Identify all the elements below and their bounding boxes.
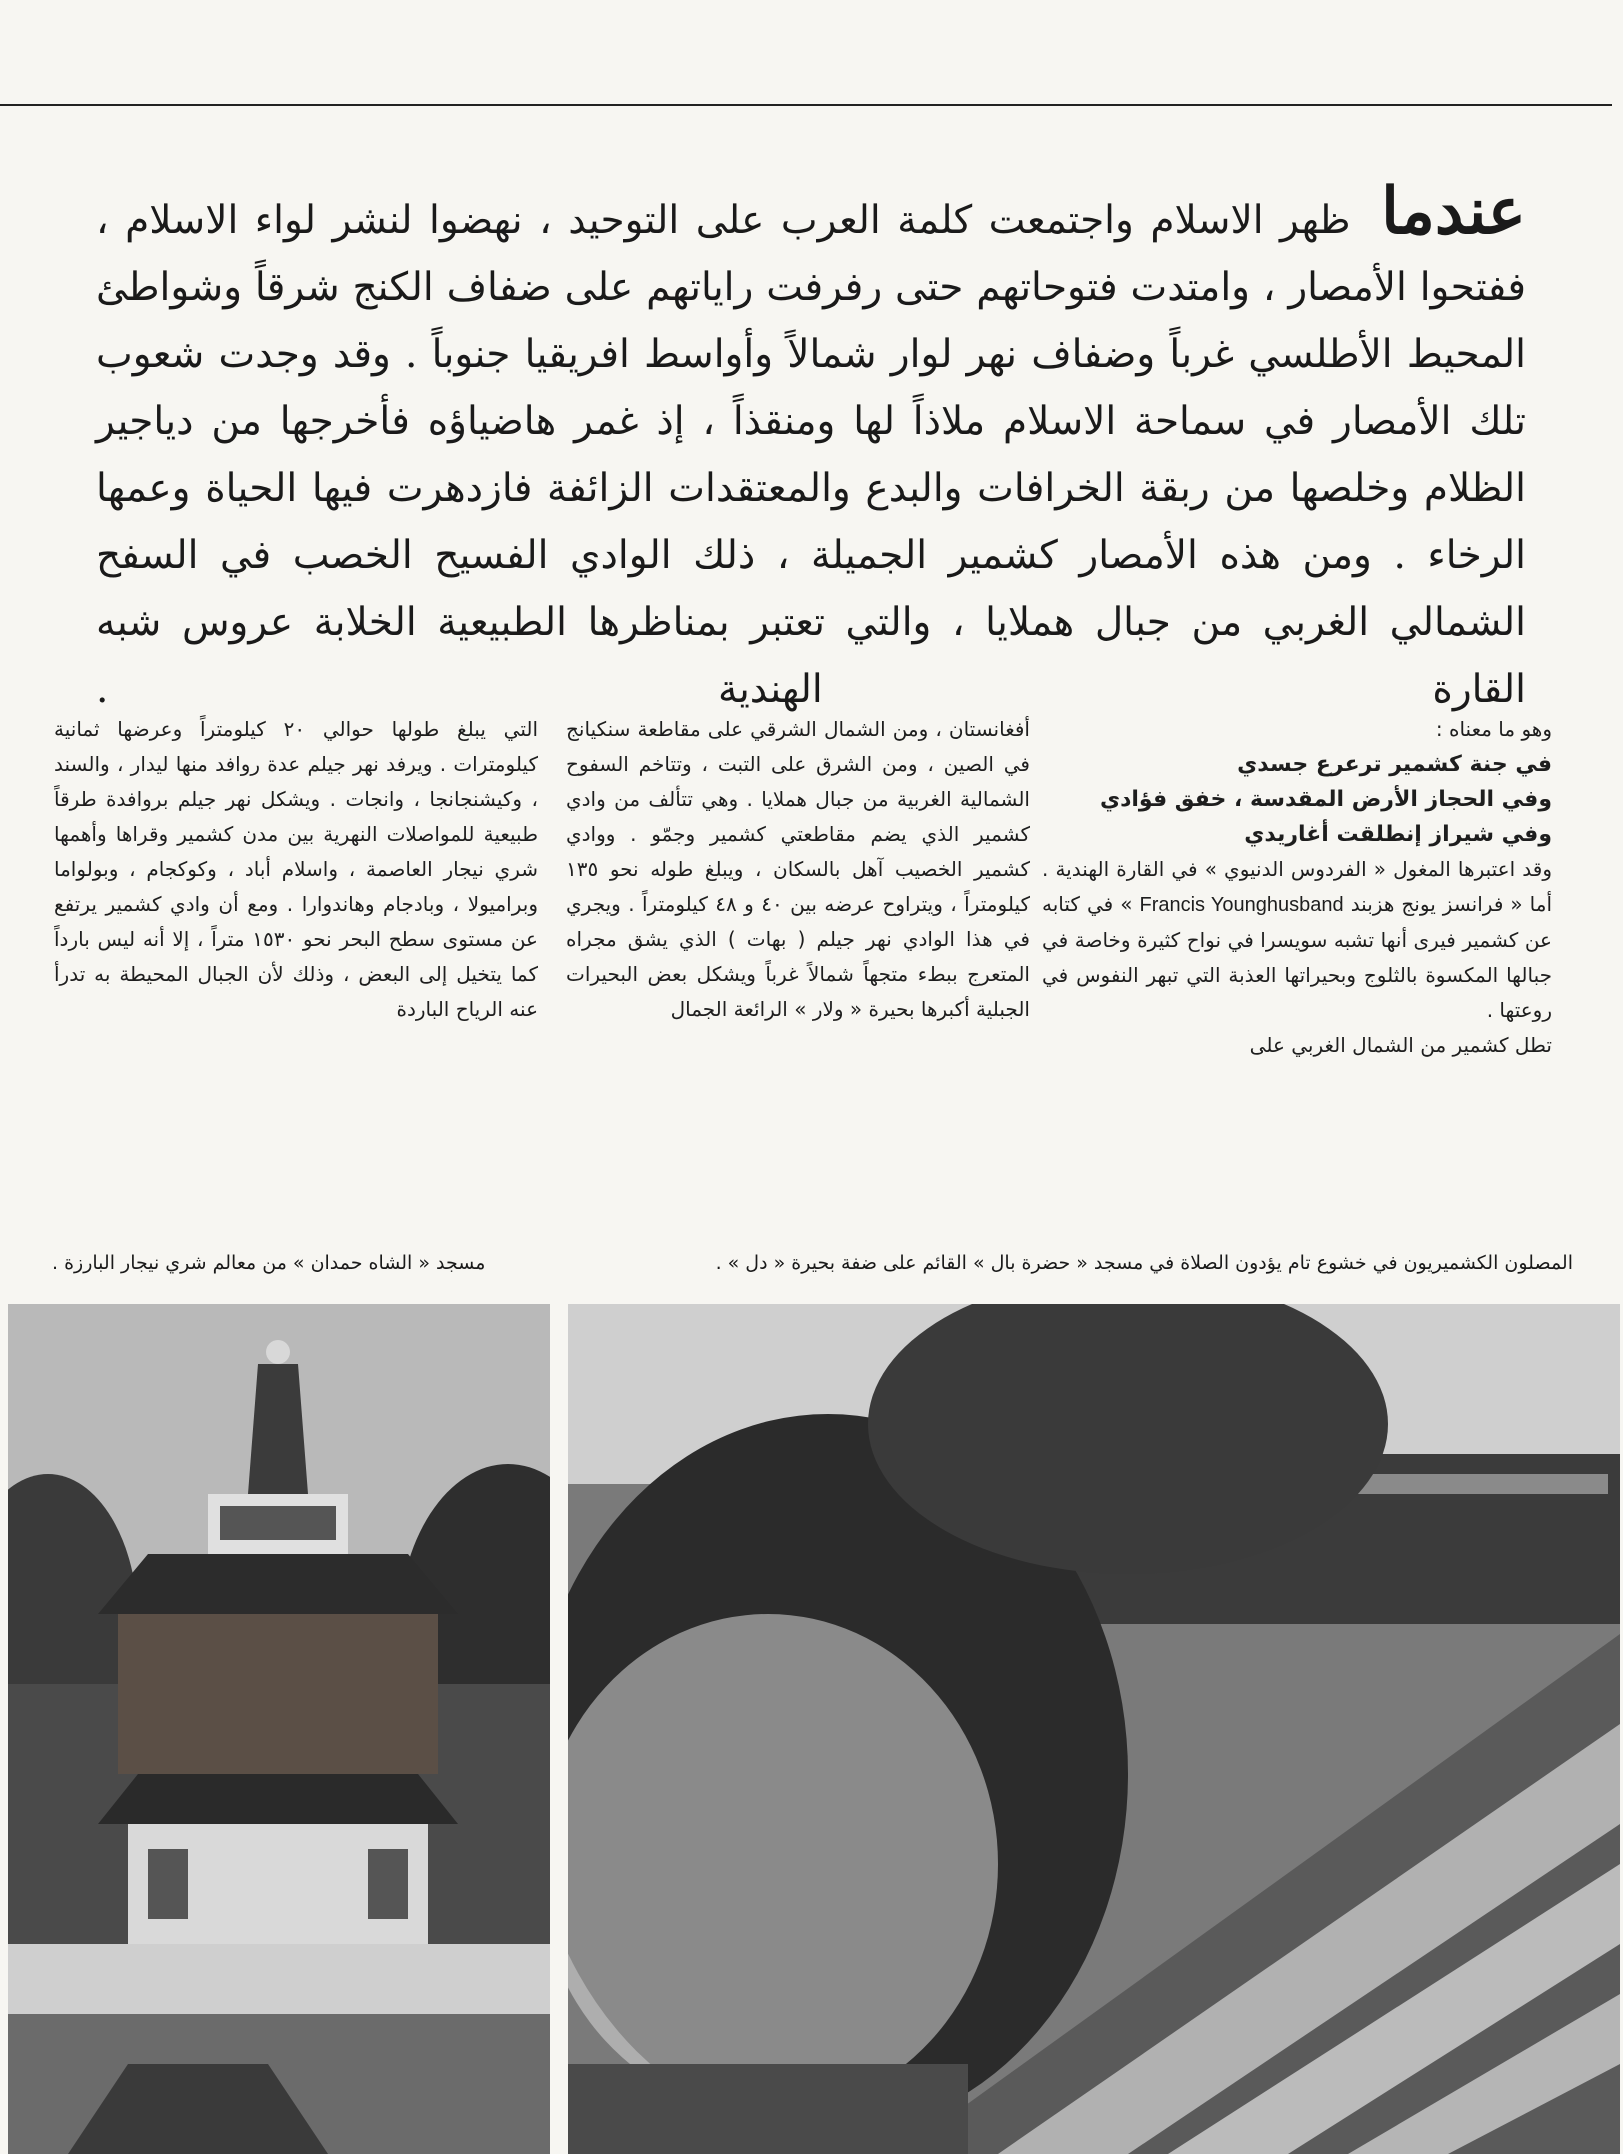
prayer-photo-image (568, 1304, 1620, 2154)
column-2-text: أفغانستان ، ومن الشمال الشرقي على مقاطعة سنكيانج في الصين ، ومن الشرق على التبت ، وتتاخم السفوح الشمالية الغربية من جبال هملايا . وهي تتألف من وادي كشمير الذي يضم مقاطعتي كشمير وجمّو . ووادي كشمير الخصيب آهل بالسكان ، ويبلغ طوله نحو ١٣٥ كيلومتراً ، ويتراوح عرضه بين ٤٠ و ٤٨ كيلومتراً . ويجري في هذا الوادي نهر جيلم ( بهات ) الذي يشق مجراه المتعرج ببطء متجهاً شمالاً غرباً ويشكل بعض البحيرات الجبلية أكبرها بحيرة « ولار » الرائعة الجمال (566, 717, 1030, 1021)
mosque-photo-image (8, 1304, 550, 2154)
caption-prayer-photo: المصلون الكشميريون في خشوع تام يؤدون الصلاة في مسجد « حضرة بال » القائم على ضفة بحيرة « دل » . (715, 1252, 1573, 1274)
mosque-photo (8, 1304, 550, 2154)
prayer-photo (568, 1304, 1620, 2154)
verse-line: في جنة كشمير ترعرع جسدي (1237, 752, 1552, 777)
verse-line: وفي شيراز إنطلقت أغاريدي (1244, 822, 1552, 847)
column-1-paragraph-2: تطل كشمير من الشمال الغربي على (1249, 1033, 1552, 1057)
poem-verse (1042, 747, 1552, 852)
paragraph-text: وقد اعتبرها المغول « الفردوس الدنيوي » في القارة الهندية . أما « فرانسز يونج هزبند (1042, 857, 1552, 916)
paragraph-text: » في كتابه عن كشمير فيرى أنها تشبه سويسرا في نواح كثيرة وخاصة في جبالها المكسوة بالثلوج وبحيراتها العذبة التي تبهر النفوس في روعتها . (1042, 892, 1552, 1022)
intro-lead-word: عندما (1381, 174, 1526, 249)
column-1-opening: وهو ما معناه : (1435, 717, 1552, 741)
latin-name: Francis Younghusband (1139, 894, 1344, 916)
column-1 (1042, 712, 1552, 1184)
top-rule (0, 104, 1612, 106)
column-3-text: التي يبلغ طولها حوالي ٢٠ كيلومتراً وعرضها ثمانية كيلومترات . ويرفد نهر جيلم عدة روافد منها ليدار ، والسند ، وكيشنجانجا ، وانجات . ويشكل نهر جيلم بروافدة طرقاً طبيعية للمواصلات النهرية بين مدن كشمير وقراها وأهمها شري نيجار العاصمة ، واسلام أباد ، وكوكجام ، وبولواما وبراميولا ، وبادجام وهاندوارا . ومع أن وادي كشمير يرتفع عن مستوى سطح البحر نحو ١٥٣٠ متراً ، إلا أنه ليس بارداً كما يتخيل إلى البعض ، وذلك لأن الجبال المحيطة به تدرأ عنه الرياح الباردة (54, 717, 538, 1021)
verse-line: وفي الحجاز الأرض المقدسة ، خفق فؤادي (1099, 787, 1552, 812)
column-2 (566, 712, 1030, 1184)
column-1-paragraph-1 (1042, 852, 1552, 1028)
caption-mosque-photo: مسجد « الشاه حمدان » من معالم شري نيجار البارزة . (52, 1252, 486, 1274)
intro-text: ظهر الاسلام واجتمعت كلمة العرب على التوحيد ، نهضوا لنشر لواء الاسلام ، ففتحوا الأمصار ، وامتدت فتوحاتهم حتى رفرفت راياتهم على ضفاف الكنج شرقاً وشواطئ المحيط الأطلسي غرباً وضفاف نهر لوار شمالاً وأواسط افريقيا جنوباً . وقد وجدت شعوب تلك الأمصار في سماحة الاسلام ملاذاً لها ومنقذاً ، إذ غمر هاضياؤه فأخرجها من دياجير الظلام وخلصها من ربقة الخرافات والبدع والمعتقدات الزائفة فازدهرت فيها الحياة وعمها الرخاء . ومن هذه الأمصار كشمير الجميلة ، ذلك الوادي الفسيح الخصب في السفح الشمالي الغربي من جبال هملايا ، والتي تعتبر بمناظرها الطبيعية الخلابة عروس شبه القارة الهندية . (96, 198, 1526, 712)
column-3 (54, 712, 538, 1184)
intro-paragraph (96, 174, 1526, 723)
